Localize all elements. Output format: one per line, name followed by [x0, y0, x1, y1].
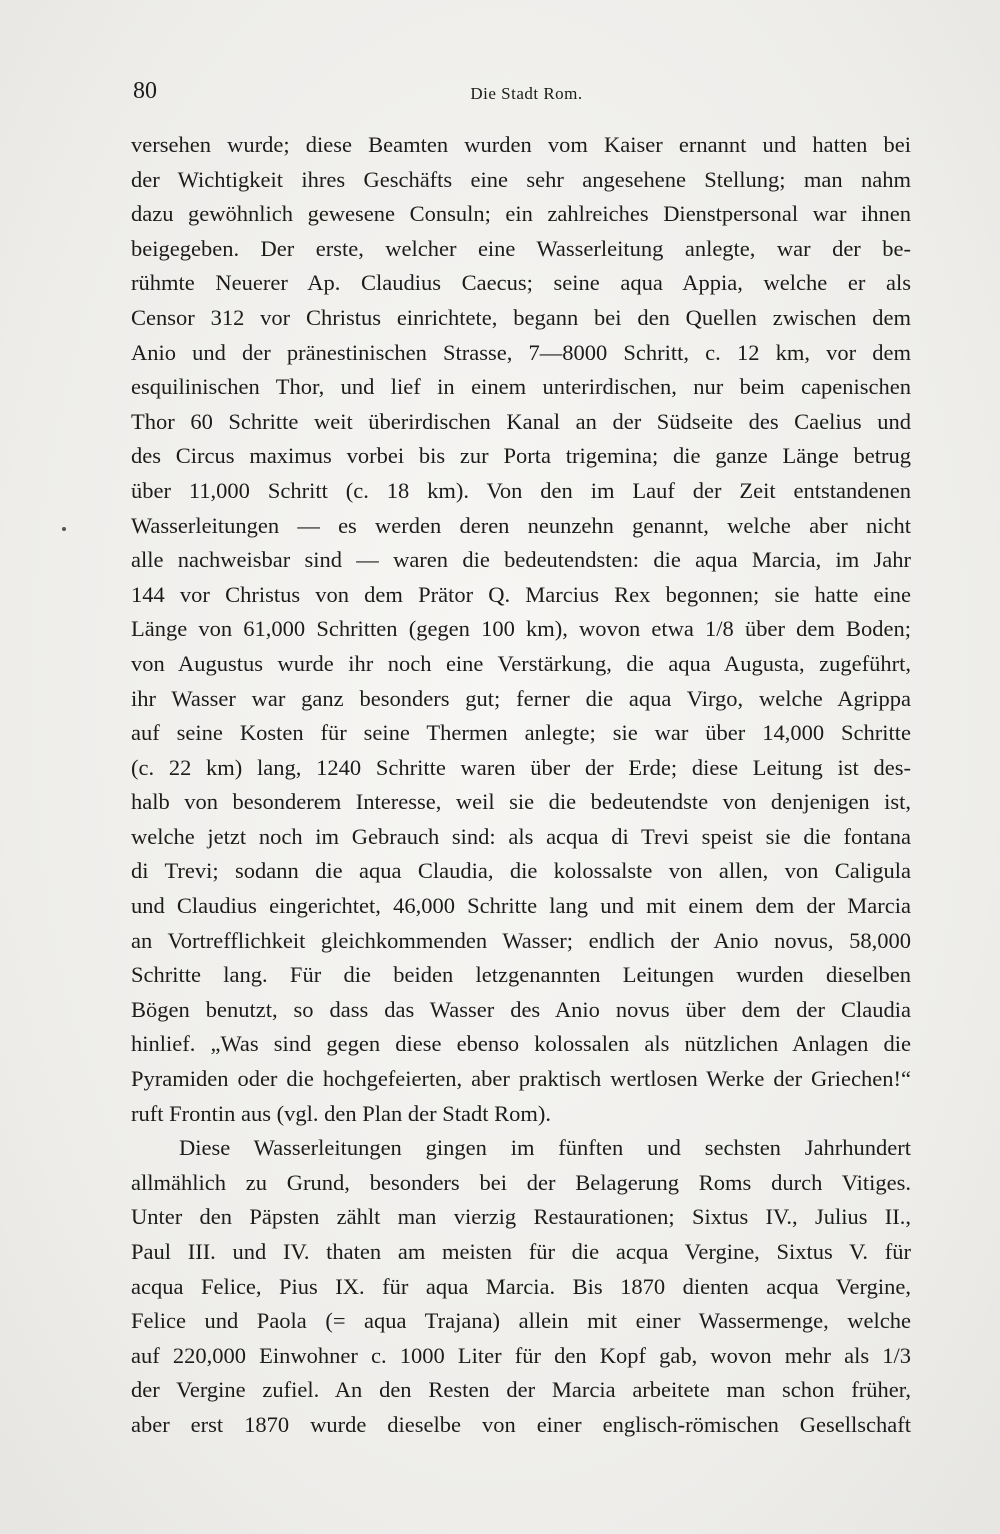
text-line: dazu gewöhnlich gewesene Consuln; ein zahlreiches Dienstpersonal war ihnen	[131, 201, 911, 227]
text-line: di Trevi; sodann die aqua Claudia, die kolossalste von allen, von Caligula	[131, 858, 911, 884]
text-line: Schritte lang. Für die beiden letzgenannten Leitungen wurden dieselben	[131, 962, 911, 988]
text-line: Anio und der pränestinischen Strasse, 7—8000 Schritt, c. 12 km, vor dem	[131, 339, 911, 365]
text-line: Wasserleitungen — es werden deren neunzehn genannt, welche aber nicht	[131, 512, 911, 538]
margin-speck	[62, 527, 66, 531]
text-line: halb von besonderem Interesse, weil sie die bedeutendste von denjenigen ist,	[131, 789, 911, 815]
text-line: 144 vor Christus von dem Prätor Q. Marcius Rex begonnen; sie hatte eine	[131, 581, 911, 607]
text-line: ihr Wasser war ganz besonders gut; ferner die aqua Virgo, welche Agrippa	[131, 685, 911, 711]
text-line: über 11,000 Schritt (c. 18 km). Von den im Lauf der Zeit entstandenen	[131, 477, 911, 503]
text-line: Censor 312 vor Christus einrichtete, begann bei den Quellen zwischen dem	[131, 304, 911, 330]
text-line: Diese Wasserleitungen gingen im fünften und sechsten Jahrhundert	[179, 1135, 911, 1161]
text-line: Felice und Paola (= aqua Trajana) allein mit einer Wassermenge, welche	[131, 1308, 911, 1334]
text-line: der Vergine zufiel. An den Resten der Marcia arbeitete man schon früher,	[131, 1377, 911, 1403]
text-line: des Circus maximus vorbei bis zur Porta trigemina; die ganze Länge betrug	[131, 443, 911, 469]
text-line: und Claudius eingerichtet, 46,000 Schritte lang und mit einem dem der Marcia	[131, 893, 911, 919]
text-line: auf 220,000 Einwohner c. 1000 Liter für den Kopf gab, wovon mehr als 1/3	[131, 1342, 911, 1368]
page-number: 80	[133, 78, 157, 104]
text-line: rühmte Neuerer Ap. Claudius Caecus; seine aqua Appia, welche er als	[131, 270, 911, 296]
text-line: Länge von 61,000 Schritten (gegen 100 km), wovon etwa 1/8 über dem Boden;	[131, 616, 911, 642]
text-line: acqua Felice, Pius IX. für aqua Marcia. Bis 1870 dienten acqua Vergine,	[131, 1273, 911, 1299]
text-line: der Wichtigkeit ihres Geschäfts eine sehr angesehene Stellung; man nahm	[131, 166, 911, 192]
text-line: Thor 60 Schritte weit überirdischen Kanal an der Südseite des Caelius und	[131, 408, 911, 434]
text-line: welche jetzt noch im Gebrauch sind: als acqua di Trevi speist sie die fontana	[131, 823, 911, 849]
text-line: versehen wurde; diese Beamten wurden vom Kaiser ernannt und hatten bei	[131, 132, 911, 157]
text-line: Paul III. und IV. thaten am meisten für die acqua Vergine, Sixtus V. für	[131, 1239, 911, 1264]
text-line: auf seine Kosten für seine Thermen anlegte; sie war über 14,000 Schritte	[131, 720, 911, 746]
paragraph-1	[131, 128, 911, 1131]
text-line: alle nachweisbar sind — waren die bedeutendsten: die aqua Marcia, im Jahr	[131, 547, 911, 573]
text-line: allmählich zu Grund, besonders bei der Belagerung Roms durch Vitiges.	[131, 1169, 911, 1195]
text-line: Unter den Päpsten zählt man vierzig Restaurationen; Sixtus IV., Julius II.,	[131, 1204, 911, 1230]
text-line: hinlief. „Was sind gegen diese ebenso kolossalen als nützlichen Anlagen die	[131, 1031, 911, 1057]
paragraph-2	[131, 1131, 911, 1442]
text-line: esquilinischen Thor, und lief in einem unterirdischen, nur beim capenischen	[131, 374, 911, 400]
text-line: (c. 22 km) lang, 1240 Schritte waren über der Erde; diese Leitung ist des-	[131, 754, 911, 780]
text-line: aber erst 1870 wurde dieselbe von einer englisch-römischen Gesellschaft	[131, 1411, 911, 1437]
body-text	[131, 128, 911, 1443]
text-line: Bögen benutzt, so dass das Wasser des Anio novus über dem der Claudia	[131, 996, 911, 1022]
text-line: von Augustus wurde ihr noch eine Verstärkung, die aqua Augusta, zugeführt,	[131, 650, 911, 676]
text-line: an Vortrefflichkeit gleichkommenden Wasser; endlich der Anio novus, 58,000	[131, 927, 911, 953]
running-title: Die Stadt Rom.	[470, 84, 583, 103]
text-line: beigegeben. Der erste, welcher eine Wasserleitung anlegte, war der be-	[131, 235, 911, 261]
text-line: ruft Frontin aus (vgl. den Plan der Stadt Rom).	[131, 1100, 551, 1126]
text-line: Pyramiden oder die hochgefeierten, aber praktisch wertlosen Werke der Griechen!“	[131, 1066, 911, 1092]
page-header	[133, 78, 920, 108]
